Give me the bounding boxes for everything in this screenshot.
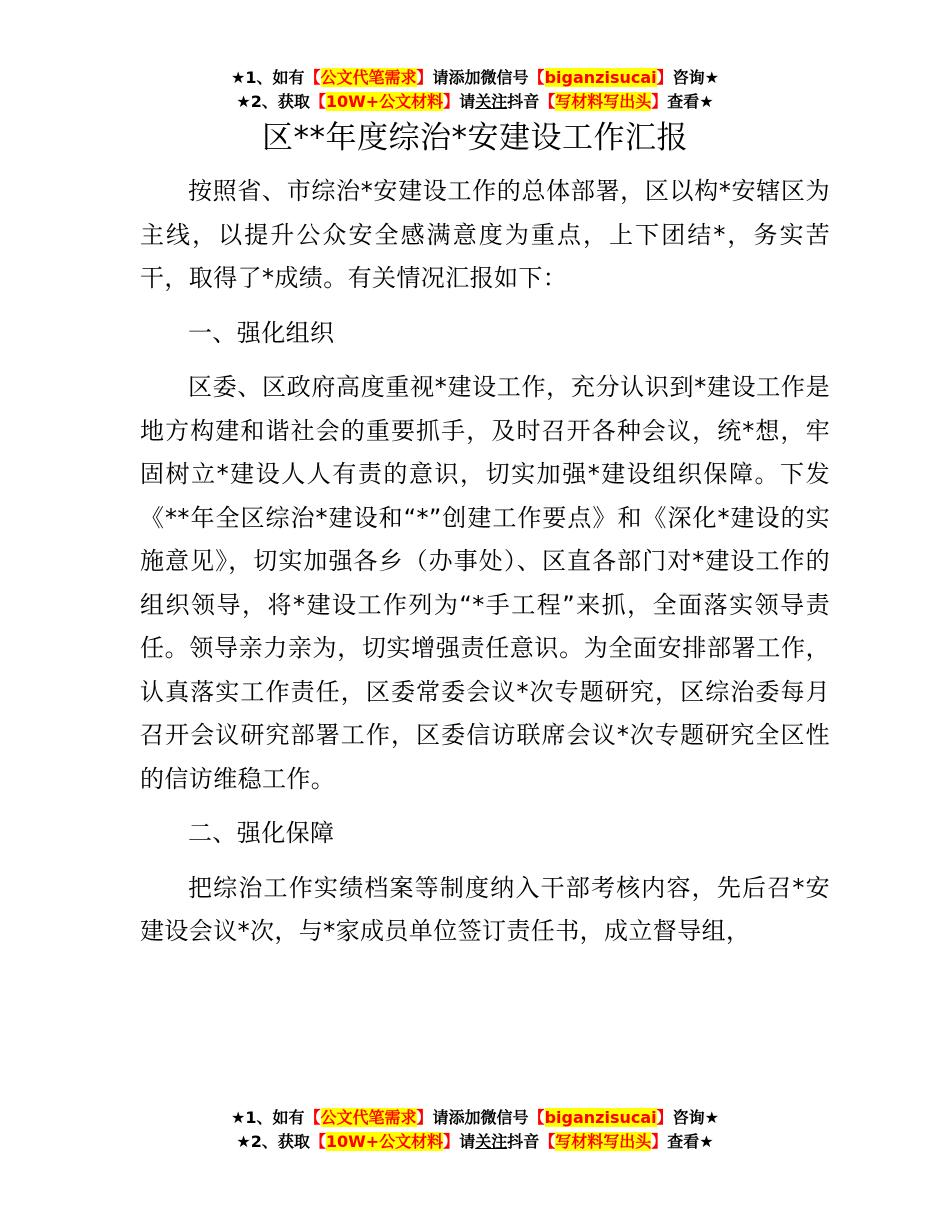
banner-text: 咨询★ bbox=[672, 1108, 719, 1127]
banner-text: 请添加微信号 bbox=[432, 68, 529, 87]
banner-line-1 bbox=[0, 1106, 950, 1130]
banner-bracket: 】 bbox=[656, 68, 673, 87]
banner-line-2 bbox=[0, 90, 950, 114]
banner-bracket: 【 bbox=[539, 92, 556, 111]
banner-bracket: 】 bbox=[416, 1108, 433, 1127]
banner-text: ★2、获取 bbox=[236, 1132, 310, 1151]
banner-bracket: 】 bbox=[443, 92, 460, 111]
banner-bracket: 】 bbox=[416, 68, 433, 87]
intro-paragraph: 按照省、市综治*安建设工作的总体部署，区以构*安辖区为主线，以提升公众安全感满意度为重点，上下团结*，务实苦干，取得了*成绩。有关情况汇报如下： bbox=[140, 177, 830, 292]
banner-bracket: 】 bbox=[656, 1108, 673, 1127]
banner-text: 查看★ bbox=[667, 1132, 714, 1151]
section-heading-2: 二、强化保障 bbox=[188, 819, 335, 847]
banner-bracket: 【 bbox=[304, 1108, 321, 1127]
banner-text: 请 bbox=[459, 92, 476, 111]
banner-line-1 bbox=[0, 66, 950, 90]
document-body bbox=[140, 170, 830, 954]
banner-highlight-service: 公文代笔需求 bbox=[320, 1108, 417, 1127]
banner-text: 咨询★ bbox=[672, 68, 719, 87]
banner-underlined-text: 关注 bbox=[475, 1132, 508, 1151]
banner-text: ★1、如有 bbox=[231, 68, 305, 87]
banner-text: 抖音 bbox=[507, 92, 540, 111]
section-paragraph-1: 区委、区政府高度重视*建设工作，充分认识到*建设工作是地方构建和谐社会的重要抓手，及时召开各种会议，统*想，牢固树立*建设人人有责的意识，切实加强*建设组织保障。下发《**年全区综治*建设和“*”创建工作要点》和《深化*建设的实施意见》，切实加强各乡（办事处）、区直各部门对*建设工作的组织领导，将*建设工作列为“*手工程”来抓，全面落实领导责任。领导亲力亲为，切实增强责任意识。为全面安排部署工作，认真落实工作责任，区委常委会议*次专题研究，区综治委每月召开会议研究部署工作，区委信访联席会议*次专题研究全区性的信访维稳工作。 bbox=[140, 373, 830, 793]
banner-bracket: 【 bbox=[539, 1132, 556, 1151]
footer-banner bbox=[0, 1106, 950, 1154]
banner-highlight-materials: 10W+公文材料 bbox=[325, 92, 444, 111]
banner-highlight-wechat-id: biganzisucai bbox=[544, 1108, 657, 1127]
banner-bracket: 【 bbox=[528, 1108, 545, 1127]
banner-text: 查看★ bbox=[667, 92, 714, 111]
header-banner bbox=[0, 66, 950, 114]
banner-bracket: 【 bbox=[309, 92, 326, 111]
banner-line-2 bbox=[0, 1130, 950, 1154]
banner-bracket: 【 bbox=[528, 68, 545, 87]
banner-highlight-materials: 10W+公文材料 bbox=[325, 1132, 444, 1151]
banner-highlight-service: 公文代笔需求 bbox=[320, 68, 417, 87]
banner-highlight-douyin-account: 写材料写出头 bbox=[555, 1132, 652, 1151]
banner-bracket: 【 bbox=[304, 68, 321, 87]
section-heading-1: 一、强化组织 bbox=[188, 318, 335, 347]
section-paragraph-2: 把综治工作实绩档案等制度纳入干部考核内容，先后召*安建设会议*次，与*家成员单位签订责任书，成立督导组， bbox=[140, 873, 830, 945]
document-title: 区**年度综治*安建设工作汇报 bbox=[262, 120, 688, 156]
banner-text: ★2、获取 bbox=[236, 92, 310, 111]
banner-text: 抖音 bbox=[507, 1132, 540, 1151]
banner-bracket: 】 bbox=[651, 92, 668, 111]
banner-highlight-douyin-account: 写材料写出头 bbox=[555, 92, 652, 111]
banner-highlight-wechat-id: biganzisucai bbox=[544, 68, 657, 87]
banner-text: ★1、如有 bbox=[231, 1108, 305, 1127]
banner-bracket: 】 bbox=[443, 1132, 460, 1151]
banner-underlined-text: 关注 bbox=[475, 92, 508, 111]
banner-bracket: 【 bbox=[309, 1132, 326, 1151]
banner-text: 请添加微信号 bbox=[432, 1108, 529, 1127]
banner-bracket: 】 bbox=[651, 1132, 668, 1151]
banner-text: 请 bbox=[459, 1132, 476, 1151]
